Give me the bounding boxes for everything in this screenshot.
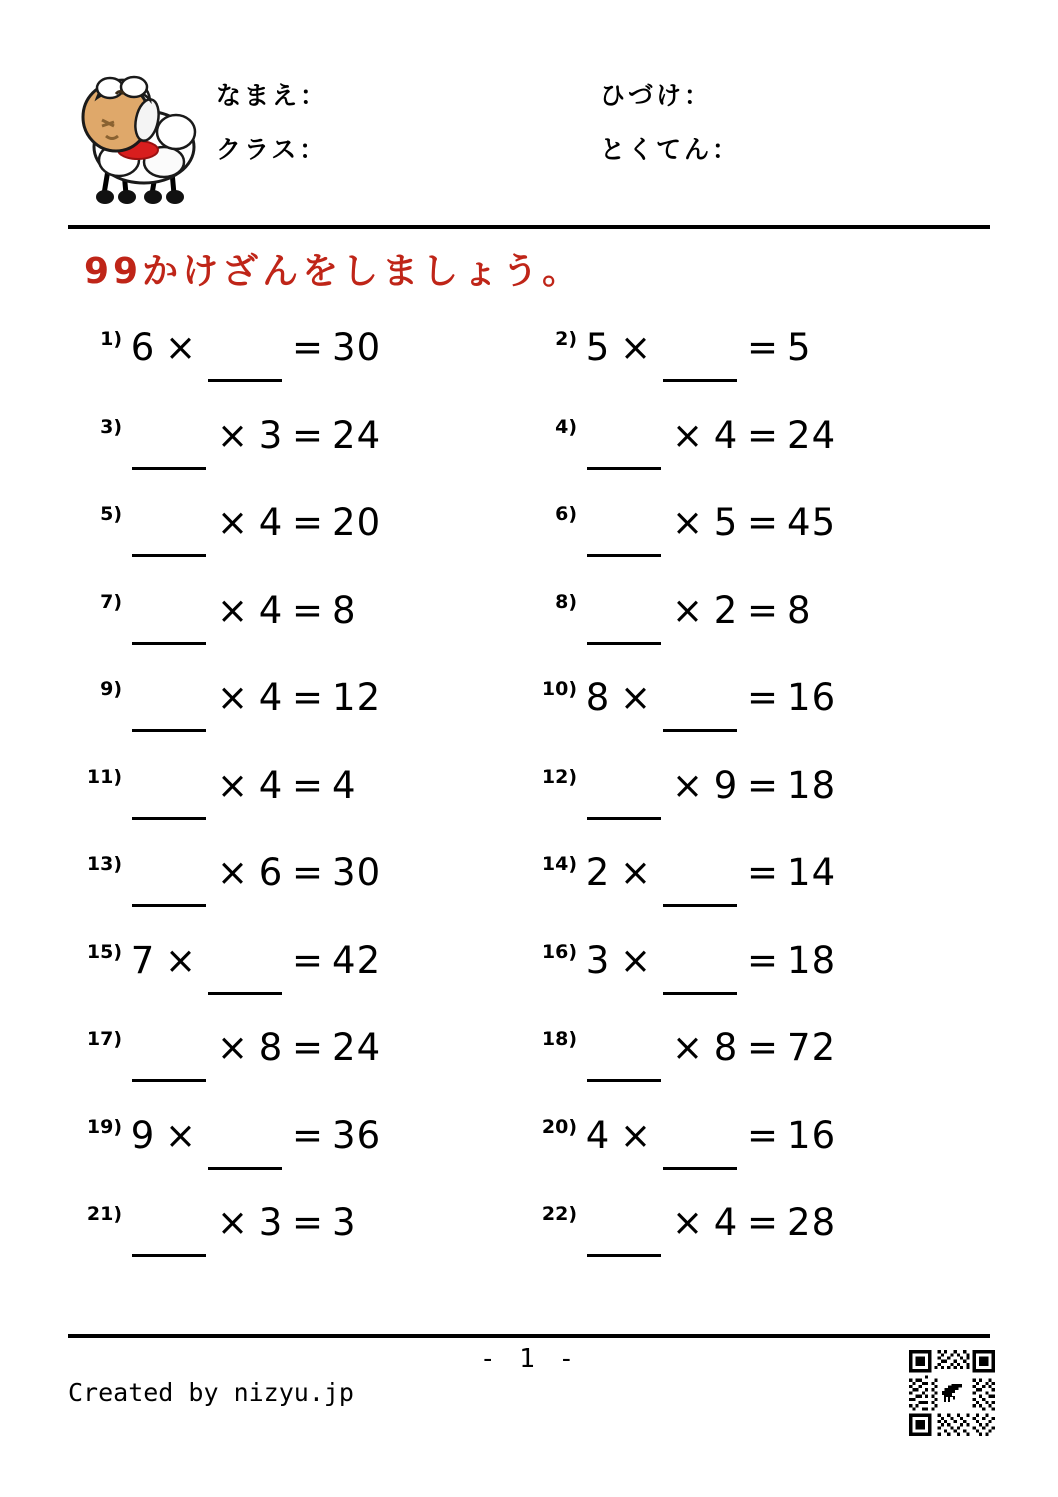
problem-number: 20)	[541, 1115, 577, 1138]
multiply-operator: ×	[620, 326, 653, 369]
multiply-operator: ×	[672, 763, 705, 807]
problem-expression	[583, 497, 836, 549]
product-value: 20	[332, 501, 382, 544]
multiply-operator: ×	[620, 851, 653, 894]
equals-sign: =	[292, 938, 325, 982]
problem-expression	[128, 672, 381, 724]
problem-number: 2)	[555, 328, 577, 350]
problem-item	[78, 1110, 508, 1198]
operand-b: 4	[258, 501, 284, 544]
product-value: 72	[787, 1026, 837, 1069]
equals-sign: =	[747, 938, 780, 982]
equals-sign: =	[747, 676, 780, 719]
operand-a: 5	[585, 326, 611, 369]
equals-sign: =	[292, 676, 325, 719]
problem-item	[533, 585, 963, 673]
problem-expression	[583, 672, 836, 724]
product-value: 3	[332, 1201, 357, 1244]
problem-item	[78, 497, 508, 585]
problem-item	[533, 760, 963, 848]
equals-sign: =	[292, 851, 325, 894]
problem-number: 7)	[100, 590, 122, 613]
product-value: 28	[787, 1201, 837, 1244]
problem-item	[533, 322, 963, 410]
problem-number: 3)	[100, 415, 122, 438]
problem-item	[533, 672, 963, 760]
problem-expression	[128, 585, 357, 637]
problem-expression	[583, 322, 812, 374]
problem-item	[533, 497, 963, 585]
equals-sign: =	[747, 326, 780, 369]
problem-row	[0, 322, 1058, 410]
header-divider	[68, 225, 990, 229]
problem-expression	[583, 585, 812, 637]
problem-item	[533, 1022, 963, 1110]
problem-number: 10)	[541, 678, 577, 700]
problem-item	[533, 847, 963, 935]
problem-item	[78, 760, 508, 848]
problem-expression	[128, 322, 381, 374]
problem-row	[0, 410, 1058, 498]
problem-expression	[583, 847, 836, 899]
operand-b: 8	[713, 1026, 739, 1069]
product-value: 16	[787, 676, 837, 719]
problem-expression	[583, 760, 836, 812]
equals-sign: =	[292, 326, 325, 369]
equals-sign: =	[292, 588, 325, 632]
problem-item	[78, 585, 508, 673]
problem-expression	[583, 1110, 836, 1162]
product-value: 30	[332, 851, 382, 894]
problem-number: 5)	[100, 503, 122, 525]
problem-item	[78, 847, 508, 935]
product-value: 4	[332, 763, 357, 807]
worksheet-header	[0, 0, 1058, 228]
operand-a: 3	[585, 938, 611, 982]
multiply-operator: ×	[672, 588, 705, 632]
product-value: 24	[332, 1026, 382, 1069]
operand-a: 8	[585, 676, 611, 719]
problem-expression	[128, 1197, 357, 1249]
problem-expression	[128, 935, 381, 987]
problem-row	[0, 672, 1058, 760]
operand-a: 4	[585, 1113, 611, 1157]
equals-sign: =	[747, 588, 780, 632]
equals-sign: =	[747, 763, 780, 807]
multiply-operator: ×	[672, 1201, 705, 1244]
multiply-operator: ×	[165, 1113, 198, 1157]
problem-expression	[583, 410, 836, 462]
score-field-label: とくてん：	[600, 135, 741, 164]
operand-b: 4	[713, 1201, 739, 1244]
multiply-operator: ×	[217, 501, 250, 544]
product-value: 8	[787, 588, 812, 632]
problem-list	[0, 322, 1058, 1285]
product-value: 36	[332, 1113, 382, 1157]
problem-number: 13)	[86, 853, 122, 875]
product-value: 16	[787, 1113, 837, 1157]
problem-item	[78, 322, 508, 410]
problem-row	[0, 1110, 1058, 1198]
problem-row	[0, 760, 1058, 848]
multiply-operator: ×	[620, 1113, 653, 1157]
problem-number: 9)	[100, 678, 122, 700]
operand-b: 6	[258, 851, 284, 894]
product-value: 24	[332, 413, 382, 457]
problem-item	[533, 935, 963, 1023]
product-value: 5	[787, 326, 812, 369]
equals-sign: =	[292, 413, 325, 457]
problem-number: 21)	[86, 1203, 122, 1225]
equals-sign: =	[292, 1201, 325, 1244]
operand-b: 2	[713, 588, 739, 632]
problem-number: 17)	[86, 1028, 122, 1050]
multiply-operator: ×	[217, 1026, 250, 1069]
problem-item	[78, 1197, 508, 1285]
problem-item	[78, 672, 508, 760]
problem-item	[533, 410, 963, 498]
operand-b: 4	[258, 763, 284, 807]
name-field-label: なまえ：	[216, 81, 329, 110]
problem-item	[78, 935, 508, 1023]
equals-sign: =	[292, 763, 325, 807]
qr-code-icon[interactable]	[906, 1347, 998, 1439]
multiply-operator: ×	[217, 588, 250, 632]
multiply-operator: ×	[217, 413, 250, 457]
operand-b: 3	[258, 1201, 284, 1244]
multiply-operator: ×	[165, 938, 198, 982]
problem-expression	[583, 935, 836, 987]
problem-item	[533, 1197, 963, 1285]
problem-number: 1)	[100, 328, 122, 350]
date-field-label: ひづけ：	[600, 81, 713, 110]
product-value: 12	[332, 676, 382, 719]
multiply-operator: ×	[620, 676, 653, 719]
problem-expression	[583, 1197, 836, 1249]
operand-a: 7	[130, 938, 156, 982]
class-field-label: クラス：	[216, 135, 328, 164]
product-value: 18	[787, 938, 837, 982]
multiply-operator: ×	[217, 763, 250, 807]
problem-expression	[128, 1022, 381, 1074]
problem-expression	[128, 1110, 381, 1162]
product-value: 24	[787, 413, 837, 457]
problem-expression	[128, 497, 381, 549]
problem-row	[0, 1197, 1058, 1285]
operand-a: 2	[585, 851, 611, 894]
multiply-operator: ×	[217, 676, 250, 719]
problem-expression	[128, 760, 357, 812]
equals-sign: =	[747, 1113, 780, 1157]
multiply-operator: ×	[672, 501, 705, 544]
equals-sign: =	[747, 501, 780, 544]
problem-row	[0, 585, 1058, 673]
equals-sign: =	[292, 1113, 325, 1157]
operand-b: 5	[713, 501, 739, 544]
credit-text: Created by nizyu.jp	[68, 1378, 354, 1407]
operand-b: 4	[713, 413, 739, 457]
problem-number: 15)	[86, 940, 122, 963]
equals-sign: =	[747, 851, 780, 894]
operand-b: 3	[258, 413, 284, 457]
problem-number: 19)	[86, 1115, 122, 1138]
page-number: - 1 -	[479, 1344, 579, 1374]
equals-sign: =	[292, 1026, 325, 1069]
multiply-operator: ×	[165, 326, 198, 369]
problem-row	[0, 935, 1058, 1023]
problem-number: 16)	[541, 940, 577, 963]
problem-row	[0, 847, 1058, 935]
sheep-icon	[64, 62, 200, 208]
product-value: 45	[787, 501, 837, 544]
operand-b: 4	[258, 676, 284, 719]
problem-number: 14)	[541, 853, 577, 875]
problem-item	[533, 1110, 963, 1198]
problem-row	[0, 1022, 1058, 1110]
operand-b: 9	[713, 763, 739, 807]
equals-sign: =	[747, 1026, 780, 1069]
worksheet-footer	[0, 1334, 1058, 1497]
product-value: 30	[332, 326, 382, 369]
multiply-operator: ×	[672, 1026, 705, 1069]
problem-number: 11)	[86, 765, 122, 788]
multiply-operator: ×	[217, 851, 250, 894]
product-value: 14	[787, 851, 837, 894]
operand-a: 6	[130, 326, 156, 369]
problem-expression	[583, 1022, 836, 1074]
operand-a: 9	[130, 1113, 156, 1157]
problem-number: 8)	[555, 590, 577, 613]
product-value: 42	[332, 938, 382, 982]
equals-sign: =	[747, 413, 780, 457]
operand-b: 4	[258, 588, 284, 632]
multiply-operator: ×	[217, 1201, 250, 1244]
page-title: 99かけざんをしましょう。	[84, 251, 583, 292]
product-value: 8	[332, 588, 357, 632]
operand-b: 8	[258, 1026, 284, 1069]
problem-number: 6)	[555, 503, 577, 525]
problem-item	[78, 410, 508, 498]
equals-sign: =	[747, 1201, 780, 1244]
problem-item	[78, 1022, 508, 1110]
problem-number: 4)	[555, 415, 577, 438]
problem-number: 22)	[541, 1203, 577, 1225]
problem-expression	[128, 847, 381, 899]
product-value: 18	[787, 763, 837, 807]
equals-sign: =	[292, 501, 325, 544]
problem-number: 12)	[541, 765, 577, 788]
multiply-operator: ×	[620, 938, 653, 982]
multiply-operator: ×	[672, 413, 705, 457]
problem-expression	[128, 410, 381, 462]
problem-number: 18)	[541, 1028, 577, 1050]
problem-row	[0, 497, 1058, 585]
